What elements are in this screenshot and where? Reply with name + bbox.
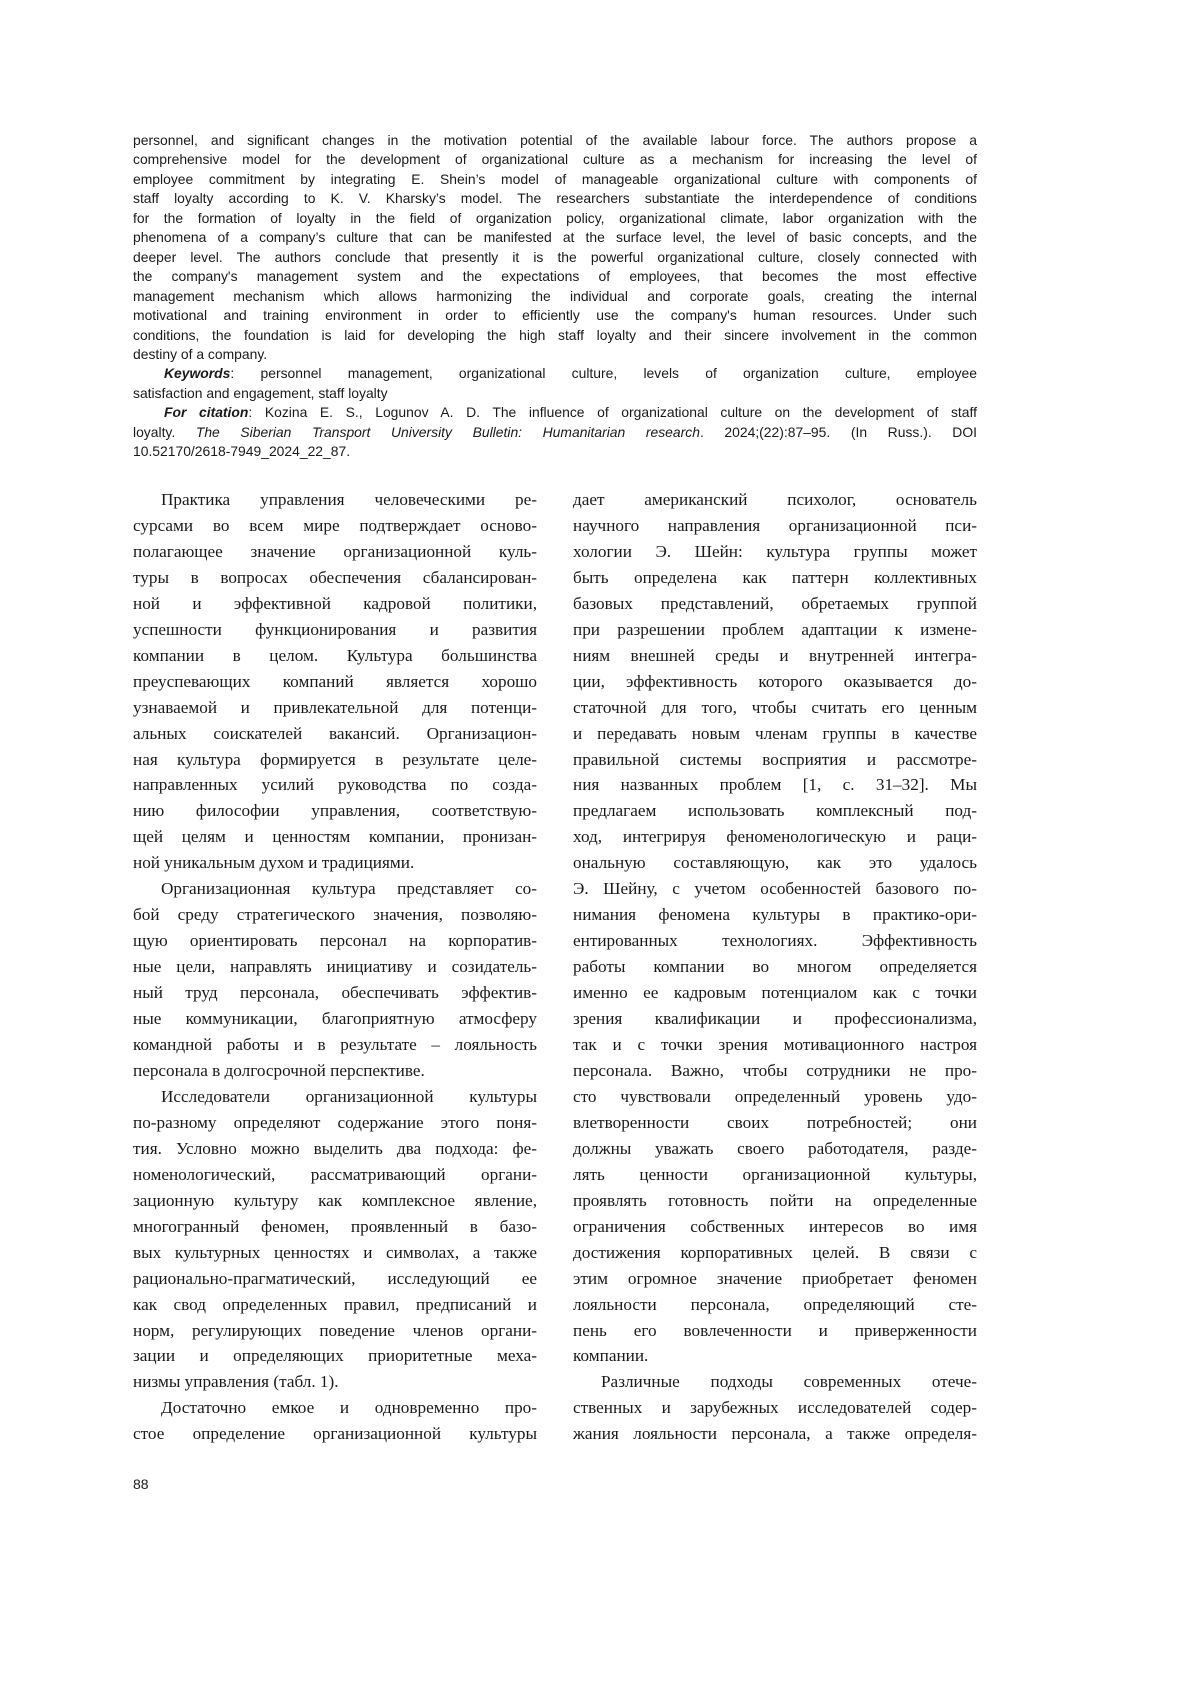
text-line: зации и определяющих приоритетные меха- <box>133 1343 537 1369</box>
text-line: достижения корпоративных целей. В связи с <box>573 1240 977 1266</box>
text-line: пень его вовлеченности и приверженности <box>573 1318 977 1344</box>
keywords-line: satisfaction and engagement, staff loyalty <box>133 384 977 403</box>
text-line: предлагаем использовать комплексный под- <box>573 798 977 824</box>
text-line: бой среду стратегического значения, позволяю- <box>133 902 537 928</box>
text-line: правильной системы восприятия и рассмотре- <box>573 747 977 773</box>
text-line: научного направления организационной пси- <box>573 513 977 539</box>
text-line: как свод определенных правил, предписаний и <box>133 1292 537 1318</box>
body-column-right <box>573 487 977 1447</box>
abstract-line: comprehensive model for the development of organizational culture as a mechanism for increasing the level of <box>133 150 977 169</box>
abstract-line: personnel, and significant changes in the motivation potential of the available labour force. The authors propose a <box>133 131 977 150</box>
paragraph <box>133 1084 537 1395</box>
text-line: статочной для того, чтобы считать его ценным <box>573 695 977 721</box>
text-line: туры в вопросах обеспечения сбалансирован- <box>133 565 537 591</box>
paragraph <box>133 1395 537 1447</box>
abstract-line: deeper level. The authors conclude that presently it is the powerful organizational culture, closely connected with <box>133 248 977 267</box>
text-line: направленных усилий руководства по созда- <box>133 772 537 798</box>
text-line: Различные подходы современных отече- <box>573 1369 977 1395</box>
citation-doi: 10.52170/2618-7949_2024_22_87. <box>133 442 977 461</box>
text-line: именно ее кадровым потенциалом как с точки <box>573 980 977 1006</box>
text-line: ональную составляющую, как это удалось <box>573 850 977 876</box>
text-line: ные цели, направлять инициативу и созидатель- <box>133 954 537 980</box>
citation-line <box>133 403 977 422</box>
citation-text: . 2024;(22):87–95. (In Russ.). DOI <box>700 424 977 440</box>
text-line: стое определение организационной культуры <box>133 1421 537 1447</box>
keywords-line <box>133 364 977 383</box>
text-line: ный труд персонала, обеспечивать эффектив- <box>133 980 537 1006</box>
text-line: ентированных технологиях. Эффективность <box>573 928 977 954</box>
text-line: персонала в долгосрочной перспективе. <box>133 1058 537 1084</box>
text-line: компании в целом. Культура большинства <box>133 643 537 669</box>
text-line: ход, интегрируя феноменологическую и раци- <box>573 824 977 850</box>
text-line: тия. Условно можно выделить два подхода: фе- <box>133 1136 537 1162</box>
citation-journal: The Siberian Transport University Bulletin: Humanitarian research <box>196 424 700 440</box>
text-line: так и с точки зрения мотивационного настроя <box>573 1032 977 1058</box>
text-line: командной работы и в результате – лояльность <box>133 1032 537 1058</box>
abstract-line: motivational and training environment in order to efficiently use the company's human resources. Under such <box>133 306 977 325</box>
text-line: ственных и зарубежных исследователей содер- <box>573 1395 977 1421</box>
text-line: Организационная культура представляет со- <box>133 876 537 902</box>
text-line: щей целям и ценностям компании, пронизан- <box>133 824 537 850</box>
text-line: успешности функционирования и развития <box>133 617 537 643</box>
text-line: должны уважать своего работодателя, разде- <box>573 1136 977 1162</box>
text-line: дает американский психолог, основатель <box>573 487 977 513</box>
text-line: зрения квалификации и профессионализма, <box>573 1006 977 1032</box>
keywords-label: Keywords <box>164 365 230 381</box>
text-line: влетворенности своих потребностей; они <box>573 1110 977 1136</box>
paragraph <box>133 876 537 1084</box>
abstract-line: conditions, the foundation is laid for developing the high staff loyalty and their sincere involvement in the common <box>133 326 977 345</box>
text-line: преуспевающих компаний является хорошо <box>133 669 537 695</box>
abstract-line: employee commitment by integrating E. Shein’s model of manageable organizational culture with components of <box>133 170 977 189</box>
text-line: персонала. Важно, чтобы сотрудники не про- <box>573 1058 977 1084</box>
text-line: этим огромное значение приобретает феномен <box>573 1266 977 1292</box>
text-line: ниям внешней среды и внутренней интегра- <box>573 643 977 669</box>
abstract <box>133 131 977 462</box>
text-line: рационально-прагматический, исследующий ее <box>133 1266 537 1292</box>
text-line: проявлять готовность пойти на определенные <box>573 1188 977 1214</box>
abstract-line: destiny of a company. <box>133 345 977 364</box>
text-line: лять ценности организационной культуры, <box>573 1162 977 1188</box>
text-line: вых культурных ценностях и символах, а также <box>133 1240 537 1266</box>
text-line: и передавать новым членам группы в качестве <box>573 721 977 747</box>
text-line: нию философии управления, соответствую- <box>133 798 537 824</box>
text-line: ная культура формируется в результате целе- <box>133 747 537 773</box>
citation-text: loyalty. <box>133 424 196 440</box>
text-line: многогранный феномен, проявленный в базо- <box>133 1214 537 1240</box>
citation-label: For citation <box>164 404 248 420</box>
text-line: при разрешении проблем адаптации к измене- <box>573 617 977 643</box>
text-line: полагающее значение организационной куль- <box>133 539 537 565</box>
text-line: ции, эффективность которого оказывается до- <box>573 669 977 695</box>
body-column-left <box>133 487 537 1447</box>
abstract-line: the company's management system and the expectations of employees, that becomes the most effective <box>133 267 977 286</box>
text-line: по-разному определяют содержание этого поня- <box>133 1110 537 1136</box>
paragraph <box>573 487 977 1369</box>
paragraph <box>573 1369 977 1447</box>
text-line: узнаваемой и привлекательной для потенци- <box>133 695 537 721</box>
text-line: зационную культуру как комплексное явление, <box>133 1188 537 1214</box>
text-line: быть определена как паттерн коллективных <box>573 565 977 591</box>
text-line: Исследователи организационной культуры <box>133 1084 537 1110</box>
text-line: нимания феномена культуры в практико-ори- <box>573 902 977 928</box>
abstract-line: phenomena of a company’s culture that can be manifested at the surface level, the level of basic concepts, and the <box>133 228 977 247</box>
text-line: Достаточно емкое и одновременно про- <box>133 1395 537 1421</box>
text-line: работы компании во многом определяется <box>573 954 977 980</box>
text-line: щую ориентировать персонал на корпоратив- <box>133 928 537 954</box>
text-line: норм, регулирующих поведение членов органи- <box>133 1318 537 1344</box>
text-line: жания лояльности персонала, а также определя- <box>573 1421 977 1447</box>
text-line: Практика управления человеческими ре- <box>133 487 537 513</box>
text-line: базовых представлений, обретаемых группой <box>573 591 977 617</box>
abstract-line: for the formation of loyalty in the field of organization policy, organizational climate, labor organization with the <box>133 209 977 228</box>
citation-text: : Kozina E. S., Logunov A. D. The influence of organizational culture on the development of staff <box>248 404 977 420</box>
text-line: ной и эффективной кадровой политики, <box>133 591 537 617</box>
text-line: ограничения собственных интересов во имя <box>573 1214 977 1240</box>
text-line: альных соискателей вакансий. Организацион- <box>133 721 537 747</box>
text-line: Э. Шейну, с учетом особенностей базового по- <box>573 876 977 902</box>
text-line: ные коммуникации, благоприятную атмосферу <box>133 1006 537 1032</box>
page-number: 88 <box>133 1476 149 1492</box>
text-line: сурсами во всем мире подтверждает осново- <box>133 513 537 539</box>
abstract-line: management mechanism which allows harmonizing the individual and corporate goals, creating the internal <box>133 287 977 306</box>
text-line: ной уникальным духом и традициями. <box>133 850 537 876</box>
abstract-line: staff loyalty according to K. V. Kharsky’s model. The researchers substantiate the interdependence of conditions <box>133 189 977 208</box>
keywords-text: : personnel management, organizational culture, levels of organization culture, employee <box>230 365 977 381</box>
text-line: ния названных проблем [1, с. 31–32]. Мы <box>573 772 977 798</box>
text-line: сто чувствовали определенный уровень удо- <box>573 1084 977 1110</box>
text-line: хологии Э. Шейн: культура группы может <box>573 539 977 565</box>
paragraph <box>133 487 537 876</box>
text-line: лояльности персонала, определяющий сте- <box>573 1292 977 1318</box>
text-line: низмы управления (табл. 1). <box>133 1369 537 1395</box>
text-line: компании. <box>573 1343 977 1369</box>
citation-line <box>133 423 977 442</box>
text-line: номенологический, рассматривающий органи- <box>133 1162 537 1188</box>
